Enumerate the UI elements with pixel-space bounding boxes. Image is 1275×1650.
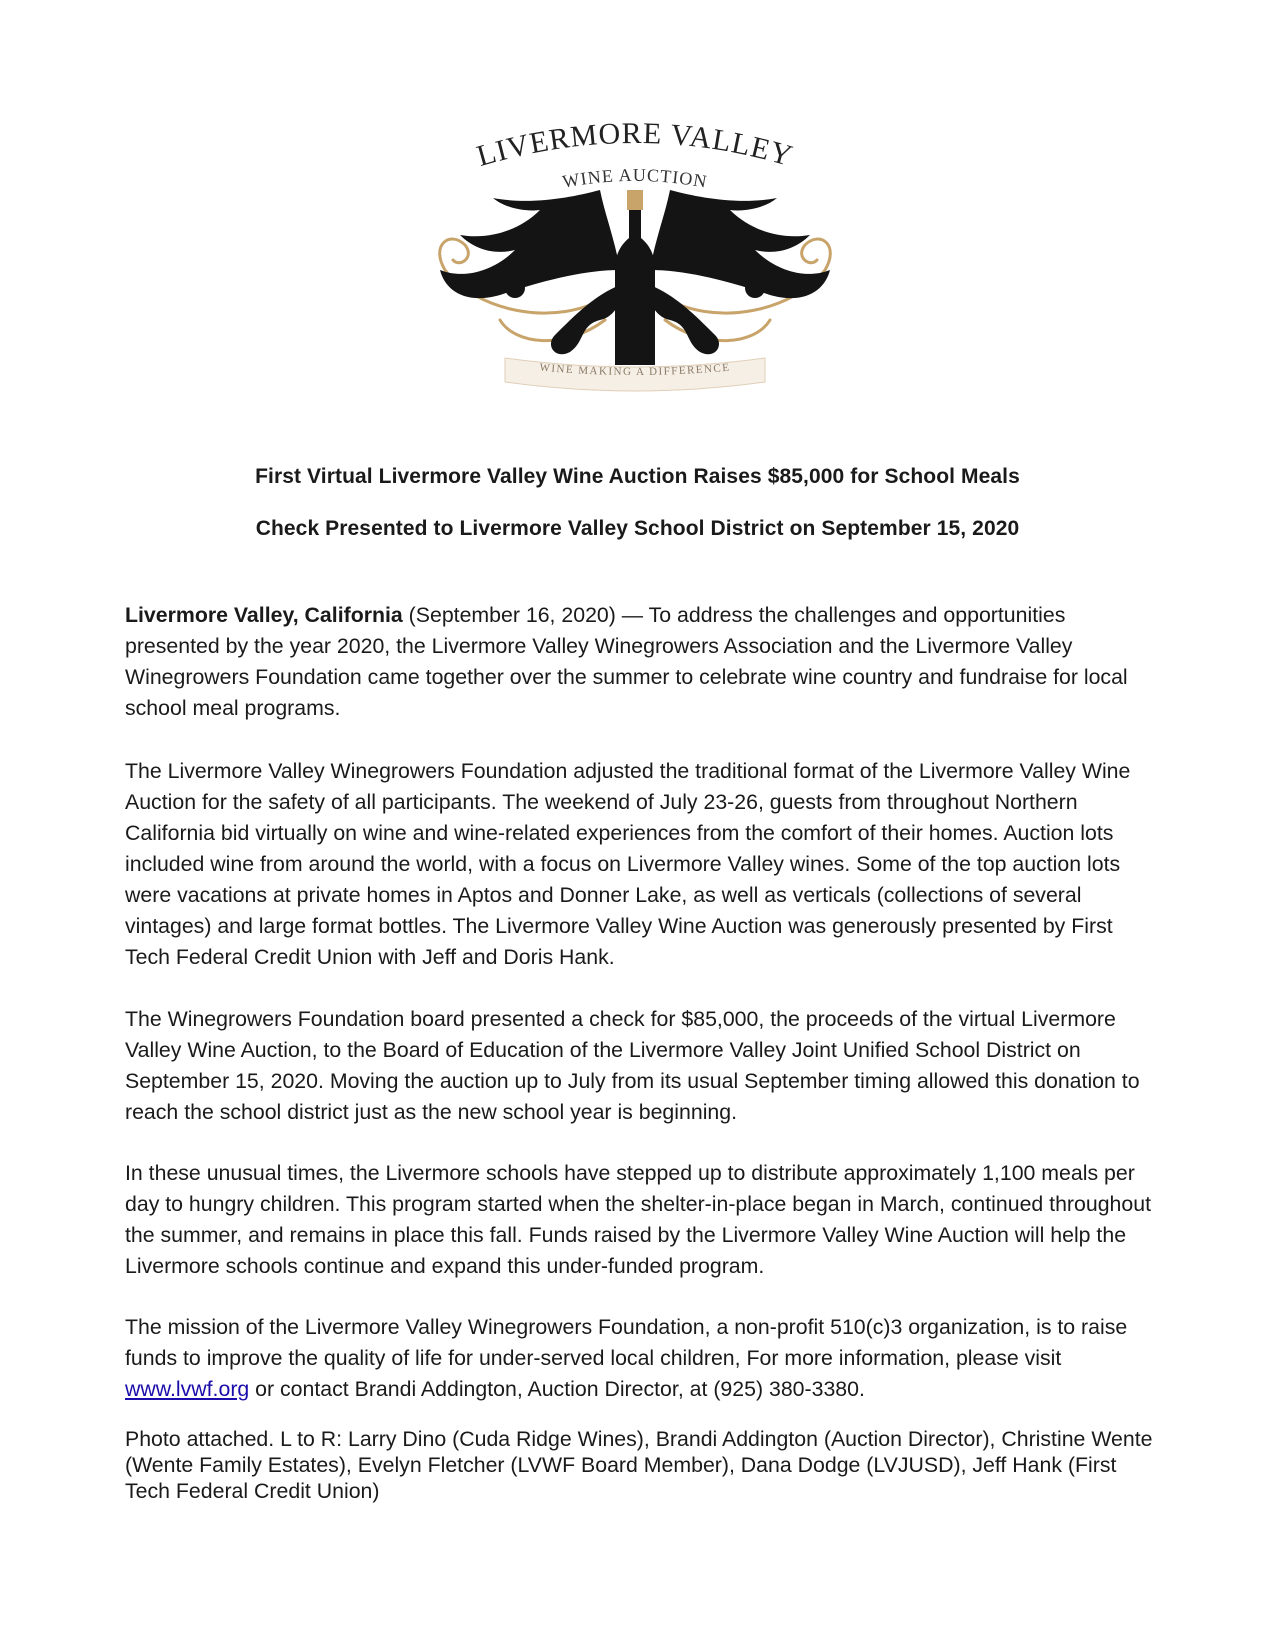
subheadline: Check Presented to Livermore Valley School District on September 15, 2020 bbox=[255, 517, 1020, 540]
livermore-valley-wine-auction-logo bbox=[405, 120, 865, 410]
headline: First Virtual Livermore Valley Wine Auction Raises $85,000 for School Meals bbox=[255, 465, 1020, 488]
paragraph-intro bbox=[125, 600, 1155, 724]
dateline: Livermore Valley, California bbox=[125, 603, 403, 627]
paragraph-check-presentation: The Winegrowers Foundation board presented a check for $85,000, the proceeds of the virtual Livermore Valley Wine Auction, to the Board of Education of the Livermore Valley Joint Unified School District on September 15, 2020. Moving the auction up to July from its usual September timing allowed this donation to reach the school district just as the new school year is beginning. bbox=[125, 1007, 1140, 1124]
website-link[interactable]: www.lvwf.org bbox=[125, 1377, 250, 1401]
svg-text:WINE MAKING A DIFFERENCE: WINE MAKING A DIFFERENCE bbox=[539, 361, 731, 379]
mission-text: The mission of the Livermore Valley Winegrowers Foundation, a non-profit 510(c)3 organization, is to raise funds to improve the quality of life for under-served local children, For more information, please visit bbox=[125, 1315, 1128, 1370]
svg-text:LIVERMORE VALLEY: LIVERMORE VALLEY bbox=[473, 120, 797, 174]
contact-text: or contact Brandi Addington, Auction Director, at (925) 380-3380. bbox=[249, 1377, 865, 1401]
svg-text:WINE AUCTION: WINE AUCTION bbox=[560, 164, 710, 192]
paragraph-mission bbox=[125, 1312, 1155, 1405]
photo-caption: Photo attached. L to R: Larry Dino (Cuda Ridge Wines), Brandi Addington (Auction Director), Christine Wente (Wente Family Estates), Evelyn Fletcher (LVWF Board Member), Dana Dodge (LVJUSD), Jeff Hank (First Tech Federal Credit Union) bbox=[125, 1427, 1153, 1503]
paragraph-school-meals: In these unusual times, the Livermore schools have stepped up to distribute approximately 1,100 meals per day to hungry children. This program started when the shelter-in-place began in March, continued throughout the summer, and remains in place this fall. Funds raised by the Livermore Valley Wine Auction will help the Livermore schools continue and expand this under-funded program. bbox=[125, 1161, 1152, 1278]
paragraph-intro-text: (September 16, 2020) — To address the challenges and opportunities presented by the year 2020, the Livermore Valley Winegrowers Association and the Livermore Valley Winegrowers Foundation came together over the summer to celebrate wine country and fundraise for local school meal programs. bbox=[125, 603, 1128, 720]
paragraph-auction-format: The Livermore Valley Winegrowers Foundation adjusted the traditional format of the Livermore Valley Wine Auction for the safety of all participants. The weekend of July 23-26, guests from throughout Northern California bid virtually on wine and wine-related experiences from the comfort of their homes. Auction lots included wine from around the world, with a focus on Livermore Valley wines. Some of the top auction lots were vacations at private homes in Aptos and Donner Lake, as well as verticals (collections of several vintages) and large format bottles. The Livermore Valley Wine Auction was generously presented by First Tech Federal Credit Union with Jeff and Doris Hank. bbox=[125, 759, 1131, 969]
wine-bottle-icon bbox=[615, 190, 655, 365]
